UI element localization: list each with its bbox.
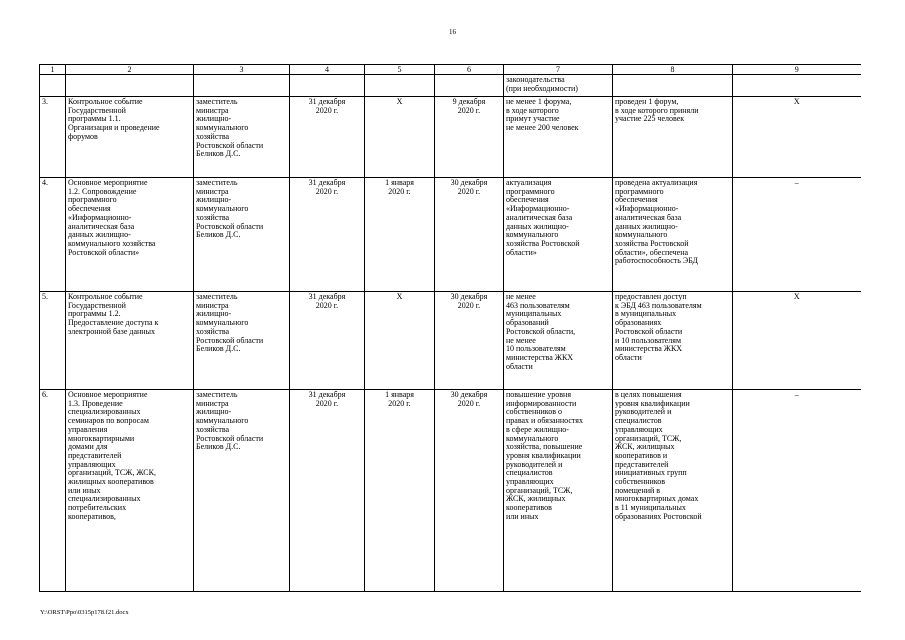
- planned-result-cell: законодательства (при необходимости): [504, 75, 613, 97]
- header-cell-2: 2: [66, 65, 194, 75]
- planned-result-cell: не менее 463 пользователям муниципальных образований Ростовской области, не менее 10 пользователям министерства ЖКХ области: [504, 292, 613, 390]
- row-number-cell: [40, 75, 66, 97]
- fact-end-date-cell: 30 декабря 2020 г.: [435, 292, 504, 390]
- header-cell-1: 1: [40, 65, 66, 75]
- activity-name-cell: [66, 75, 194, 97]
- note-cell: X: [733, 292, 861, 390]
- fact-start-date-cell: 1 января 2020 г.: [365, 178, 435, 292]
- fact-start-date-cell: [365, 75, 435, 97]
- table-row: [40, 292, 861, 390]
- header-cell-3: 3: [194, 65, 290, 75]
- achieved-result-cell: предоставлен доступ к ЭБД 463 пользователям в муниципальных образованиях Ростовской области и 10 пользователям министерства ЖКХ области: [613, 292, 733, 390]
- responsible-cell: заместитель министра жилищно- коммунального хозяйства Ростовской области Беликов Д.С.: [194, 390, 290, 592]
- plan-end-date-cell: [290, 75, 365, 97]
- page-number: 16: [449, 28, 456, 36]
- activity-name-cell: Контрольное событие Государственной программы 1.2. Предоставление доступа к электронной базе данных: [66, 292, 194, 390]
- plan-end-date-cell: 31 декабря 2020 г.: [290, 292, 365, 390]
- note-cell: [733, 75, 861, 97]
- achieved-result-cell: проведен 1 форум, в ходе которого приняли участие 225 человек: [613, 97, 733, 178]
- achieved-result-cell: [613, 75, 733, 97]
- header-cell-8: 8: [613, 65, 733, 75]
- header-cell-5: 5: [365, 65, 435, 75]
- fact-end-date-cell: 30 декабря 2020 г.: [435, 390, 504, 592]
- table-row: [40, 390, 861, 592]
- fact-start-date-cell: X: [365, 97, 435, 178]
- activity-name-cell: Контрольное событие Государственной программы 1.1. Организация и проведение форумов: [66, 97, 194, 178]
- file-path-footer: Y:\ORST\Ppo\0315p178.f21.docx: [40, 609, 129, 616]
- plan-end-date-cell: 31 декабря 2020 г.: [290, 178, 365, 292]
- header-cell-9: 9: [733, 65, 861, 75]
- responsible-cell: заместитель министра жилищно- коммунального хозяйства Ростовской области Беликов Д.С.: [194, 292, 290, 390]
- table-row: [40, 75, 861, 97]
- responsible-cell: [194, 75, 290, 97]
- note-cell: –: [733, 178, 861, 292]
- fact-end-date-cell: 30 декабря 2020 г.: [435, 178, 504, 292]
- fact-end-date-cell: 9 декабря 2020 г.: [435, 97, 504, 178]
- header-cell-6: 6: [435, 65, 504, 75]
- note-cell: X: [733, 97, 861, 178]
- header-cell-7: 7: [504, 65, 613, 75]
- header-cell-4: 4: [290, 65, 365, 75]
- row-number-cell: 3.: [40, 97, 66, 178]
- row-number-cell: 5.: [40, 292, 66, 390]
- note-cell: –: [733, 390, 861, 592]
- row-number-cell: 4.: [40, 178, 66, 292]
- activity-name-cell: Основное мероприятие 1.2. Сопровождение программного обеспечения «Информационно- аналитическая база данных жилищно- коммунального хозяйства Ростовской области»: [66, 178, 194, 292]
- responsible-cell: заместитель министра жилищно- коммунального хозяйства Ростовской области Беликов Д.С.: [194, 97, 290, 178]
- planned-result-cell: повышение уровня информированности собственников о правах и обязанностях в сфере жилищно- коммунального хозяйства, повышение уровня квалификации руководителей и специалистов управляющих организаций, ТСЖ, ЖСК, жилищных кооперативов или иных: [504, 390, 613, 592]
- report-table: [39, 64, 861, 592]
- achieved-result-cell: проведена актуализация программного обеспечения «Информационно- аналитическая база данных жилищно- коммунального хозяйства Ростовской области», обеспечена работоспособность ЭБД: [613, 178, 733, 292]
- activity-name-cell: Основное мероприятие 1.3. Проведение специализированных семинаров по вопросам управления многоквартирными домами для представителей управляющих организаций, ТСЖ, ЖСК, жилищных кооперативов или иных специализированных потребительских кооперативов,: [66, 390, 194, 592]
- row-number-cell: 6.: [40, 390, 66, 592]
- header-row: [40, 65, 861, 75]
- fact-start-date-cell: 1 января 2020 г.: [365, 390, 435, 592]
- table-row: [40, 97, 861, 178]
- plan-end-date-cell: 31 декабря 2020 г.: [290, 390, 365, 592]
- planned-result-cell: не менее 1 форума, в ходе которого примут участие не менее 200 человек: [504, 97, 613, 178]
- fact-start-date-cell: X: [365, 292, 435, 390]
- planned-result-cell: актуализация программного обеспечения «Информационно- аналитическая база данных жилищно- коммунального хозяйства Ростовской области»: [504, 178, 613, 292]
- responsible-cell: заместитель министра жилищно- коммунального хозяйства Ростовской области Беликов Д.С.: [194, 178, 290, 292]
- fact-end-date-cell: [435, 75, 504, 97]
- plan-end-date-cell: 31 декабря 2020 г.: [290, 97, 365, 178]
- achieved-result-cell: в целях повышения уровня квалификации руководителей и специалистов управляющих организаций, ТСЖ, ЖСК, жилищных кооперативов и представителей инициативных групп собственников помещений в многоквартирных домах в 11 муниципальных образованиях Ростовской: [613, 390, 733, 592]
- table-row: [40, 178, 861, 292]
